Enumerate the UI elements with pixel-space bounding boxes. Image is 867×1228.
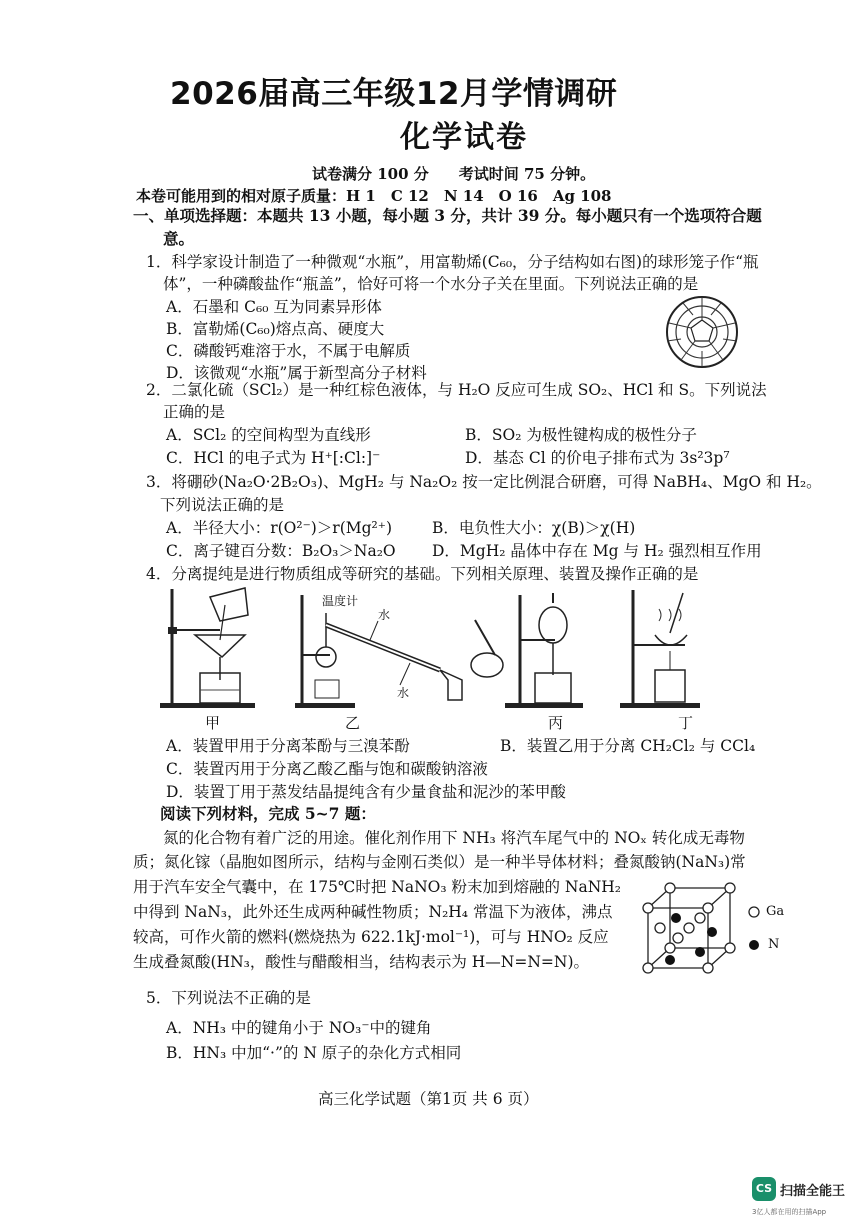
- water-in-label: 水: [378, 608, 391, 622]
- section-heading: 一、单项选择题：本题共 13 小题，每小题 3 分，共计 39 分。每小题只有一个选项符合题: [133, 206, 762, 225]
- subject-title: 化学试卷: [400, 120, 528, 155]
- label-ding: 丁: [678, 714, 694, 732]
- thermometer-label: 温度计: [322, 594, 359, 608]
- q1-option-a: A．石墨和 C₆₀ 互为同素异形体: [166, 298, 382, 316]
- q3-option-a: A．半径大小：r(O²⁻)＞r(Mg²⁺): [166, 519, 392, 537]
- q5-option-a: A．NH₃ 中的键角小于 NO₃⁻中的键角: [166, 1019, 432, 1037]
- q4-option-d: D．装置丁用于蒸发结晶提纯含有少量食盐和泥沙的苯甲酸: [166, 783, 566, 801]
- ga-legend-icon: [747, 905, 761, 919]
- q3-option-d: D．MgH₂ 晶体中存在 Mg 与 H₂ 强烈相互作用: [432, 542, 762, 560]
- camscanner-watermark: [752, 1173, 862, 1225]
- q2-option-c: C．HCl 的电子式为 H⁺[:Cl:]⁻: [166, 449, 381, 467]
- ga-legend-label: Ga: [766, 904, 785, 919]
- q2-stem: 2．二氯化硫（SCl₂）是一种红棕色液体，与 H₂O 反应可生成 SO₂、HCl 和 S。下列说法: [146, 381, 767, 399]
- q4-option-a: A．装置甲用于分离苯酚与三溴苯酚: [166, 737, 410, 755]
- n-legend-icon: [747, 938, 761, 952]
- camscanner-tagline: 3亿人都在用的扫描App: [752, 1208, 827, 1216]
- q1-option-b: B．富勒烯(C₆₀)熔点高、硬度大: [166, 320, 385, 338]
- q3-option-c: C．离子键百分数：B₂O₃＞Na₂O: [166, 542, 396, 560]
- label-bing: 丙: [548, 714, 564, 732]
- apparatus-ding-image: [615, 585, 715, 710]
- reading-heading: 阅读下列材料，完成 5~7 题：: [160, 804, 376, 823]
- page-footer: 高三化学试题（第1页 共 6 页）: [318, 1090, 539, 1108]
- q4-option-b: B．装置乙用于分离 CH₂Cl₂ 与 CCl₄: [500, 737, 756, 755]
- reading-line-1: 氮的化合物有着广泛的用途。催化剂作用下 NH₃ 将汽车尾气中的 NOₓ 转化成无毒物: [163, 829, 745, 847]
- water-out-label: 水: [397, 686, 410, 700]
- q1-stem: 1．科学家设计制造了一种微观“水瓶”，用富勒烯(C₆₀，分子结构如右图)的球形笼子作“瓶: [146, 253, 759, 271]
- q5-stem: 5．下列说法不正确的是: [146, 989, 311, 1007]
- reading-line-6: 生成叠氮酸(HN₃，酸性与醋酸相当，结构表示为 H—N=N=N)。: [133, 953, 589, 971]
- q5-option-b: B．HN₃ 中加“·”的 N 原子的杂化方式相同: [166, 1044, 462, 1062]
- label-jia: 甲: [205, 714, 221, 732]
- atomic-masses: 本卷可能用到的相对原子质量：H 1 C 12 N 14 O 16 Ag 108: [136, 187, 612, 205]
- reading-line-5: 较高，可作火箭的燃料(燃烧热为 622.1kJ·mol⁻¹)，可与 HNO₂ 反应: [133, 928, 609, 946]
- q4-option-c: C．装置丙用于分离乙酸乙酯与饱和碳酸钠溶液: [166, 760, 488, 778]
- q1-stem-cont: 体”，一种磷酸盐作“瓶盖”，恰好可将一个水分子关在里面。下列说法正确的是: [163, 275, 699, 293]
- q4-stem: 4．分离提纯是进行物质组成等研究的基础。下列相关原理、装置及操作正确的是: [146, 565, 699, 583]
- q2-option-b: B．SO₂ 为极性键构成的极性分子: [465, 426, 697, 444]
- score-time: 试卷满分 100 分 考试时间 75 分钟。: [312, 165, 596, 183]
- camscanner-logo-icon: CS: [752, 1177, 776, 1201]
- q2-option-d: D．基态 Cl 的价电子排布式为 3s²3p⁷: [465, 449, 730, 467]
- apparatus-yi-image: [290, 585, 470, 710]
- exam-title: 2026届高三年级12月学情调研: [170, 76, 618, 112]
- label-yi: 乙: [345, 714, 361, 732]
- q3-stem-cont: 下列说法正确的是: [160, 496, 285, 514]
- reading-line-2: 质；氮化镓（晶胞如图所示，结构与金刚石类似）是一种半导体材料；叠氮酸钠(NaN₃)常: [133, 853, 746, 871]
- section-heading-cont: 意。: [163, 229, 195, 248]
- fullerene-c60-image: [663, 293, 741, 371]
- camscanner-name: 扫描全能王: [780, 1184, 846, 1199]
- q1-option-d: D．该微观“水瓶”属于新型高分子材料: [166, 364, 427, 382]
- n-legend-label: N: [768, 937, 780, 952]
- q3-stem: 3．将硼砂(Na₂O·2B₂O₃)、MgH₂ 与 Na₂O₂ 按一定比例混合研磨，可得 NaBH₄、MgO 和 H₂。: [146, 473, 822, 491]
- gan-unit-cell-image: [640, 880, 745, 980]
- apparatus-bing-image: [465, 585, 585, 710]
- reading-line-4: 中得到 NaN₃，此外还生成两种碱性物质；N₂H₄ 常温下为液体，沸点: [133, 903, 613, 921]
- reading-line-3: 用于汽车安全气囊中，在 175℃时把 NaNO₃ 粉末加到熔融的 NaNH₂: [133, 878, 622, 896]
- apparatus-jia-image: [150, 585, 270, 710]
- q2-option-a: A．SCl₂ 的空间构型为直线形: [166, 426, 371, 444]
- q1-option-c: C．磷酸钙难溶于水，不属于电解质: [166, 342, 411, 360]
- q3-option-b: B．电负性大小：χ(B)＞χ(H): [432, 519, 636, 537]
- q2-stem-cont: 正确的是: [163, 403, 226, 421]
